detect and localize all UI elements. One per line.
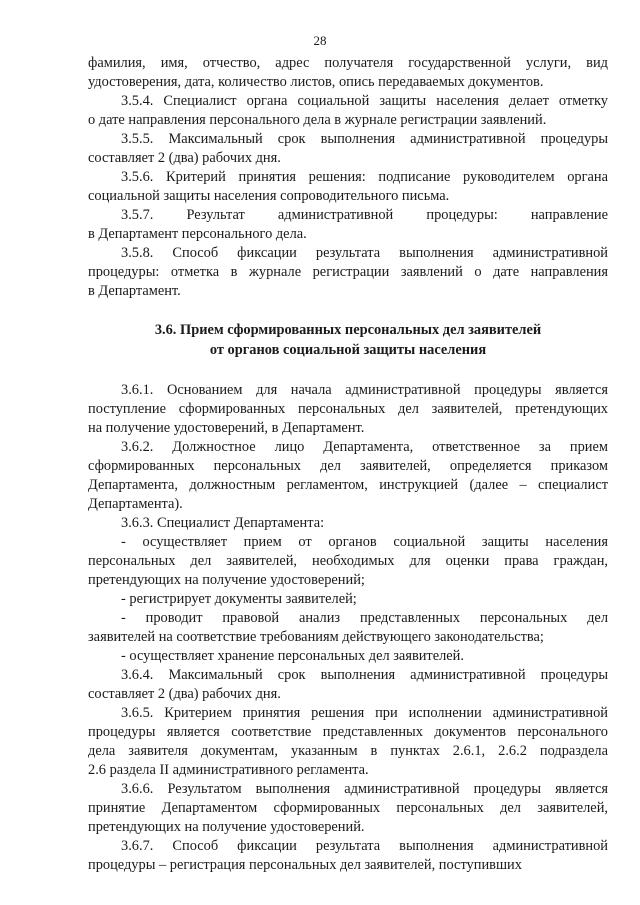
text-line: 3.5.5. Максимальный срок выполнения административной процедуры [121, 131, 608, 147]
text-line: 3.5.7. Результат административной процедуры: направление [121, 207, 608, 223]
text-line: на получение удостоверений, в Департамент. [88, 420, 365, 436]
text-line: процедуры – регистрация персональных дел заявителей, поступивших [88, 857, 522, 873]
text-line: - проводит правовой анализ представленных персональных дел [121, 610, 608, 626]
text-line: Департамента). [88, 496, 183, 512]
text-line: претендующих на получение удостоверений. [88, 819, 365, 835]
text-line: процедуры является соответствие представленных документов персонального [88, 724, 608, 740]
text-line: в Департамент. [88, 283, 181, 299]
document-body [88, 54, 608, 875]
text-line: 3.6.1. Основанием для начала административной процедуры является [121, 382, 608, 398]
text-line: фамилия, имя, отчество, адрес получателя государственной услуги, вид [88, 55, 608, 71]
text-line: 3.6.3. Специалист Департамента: [121, 515, 325, 531]
text-line: 3.6.5. Критерием принятия решения при исполнении административной [121, 705, 608, 721]
text-line: 3.6. Прием сформированных персональных дел заявителей [154, 322, 542, 338]
text-line: персональных дел заявителей, необходимых для оценки права граждан, [88, 553, 608, 569]
text-line: 3.5.8. Способ фиксации результата выполнения административной [121, 245, 608, 261]
text-line: 3.6.6. Результатом выполнения административной процедуры является [121, 781, 608, 797]
text-line: заявителей на соответствие требованиям действующего законодательства; [88, 629, 544, 645]
text-line: - осуществляет хранение персональных дел заявителей. [121, 648, 464, 664]
text-line: 3.6.4. Максимальный срок выполнения административной процедуры [121, 667, 608, 683]
text-line: 2.6 раздела II административного регламента. [88, 762, 369, 778]
text-line: принятие Департаментом сформированных персональных дел заявителей, [88, 800, 608, 816]
page-number: 28 [313, 33, 327, 48]
text-line: составляет 2 (два) рабочих дня. [88, 150, 281, 166]
text-line: претендующих на получение удостоверений; [88, 572, 365, 588]
text-line: процедуры: отметка в журнале регистрации заявлений о дате направления [88, 264, 608, 280]
text-line: поступление сформированных персональных дел заявителей, претендующих [88, 401, 608, 417]
text-line: - осуществляет прием от органов социальной защиты населения [121, 534, 608, 550]
text-line: 3.5.4. Специалист органа социальной защиты населения делает отметку [121, 93, 608, 109]
text-line: социальной защиты населения сопроводительного письма. [88, 188, 450, 204]
text-line: дела заявителя документам, указанным в пунктах 2.6.1, 2.6.2 подраздела [88, 743, 608, 759]
text-line: Департамента, должностным регламентом, инструкцией (далее – специалист [88, 477, 608, 493]
text-line: от органов социальной защиты населения [209, 341, 487, 358]
text-line: о дате направления персонального дела в журнале регистрации заявлений. [88, 112, 547, 128]
text-line: составляет 2 (два) рабочих дня. [88, 686, 281, 702]
text-line: сформированных персональных дел заявителей, определяется приказом [88, 458, 608, 474]
text-line: 3.5.6. Критерий принятия решения: подписание руководителем органа [121, 169, 608, 185]
text-line: в Департамент персонального дела. [88, 226, 307, 242]
text-line: - регистрирует документы заявителей; [121, 591, 357, 607]
text-line: 3.6.7. Способ фиксации результата выполнения административной [121, 838, 608, 854]
text-line: удостоверения, дата, количество листов, опись передаваемых документов. [88, 74, 544, 90]
text-line: 3.6.2. Должностное лицо Департамента, ответственное за прием [121, 439, 608, 455]
